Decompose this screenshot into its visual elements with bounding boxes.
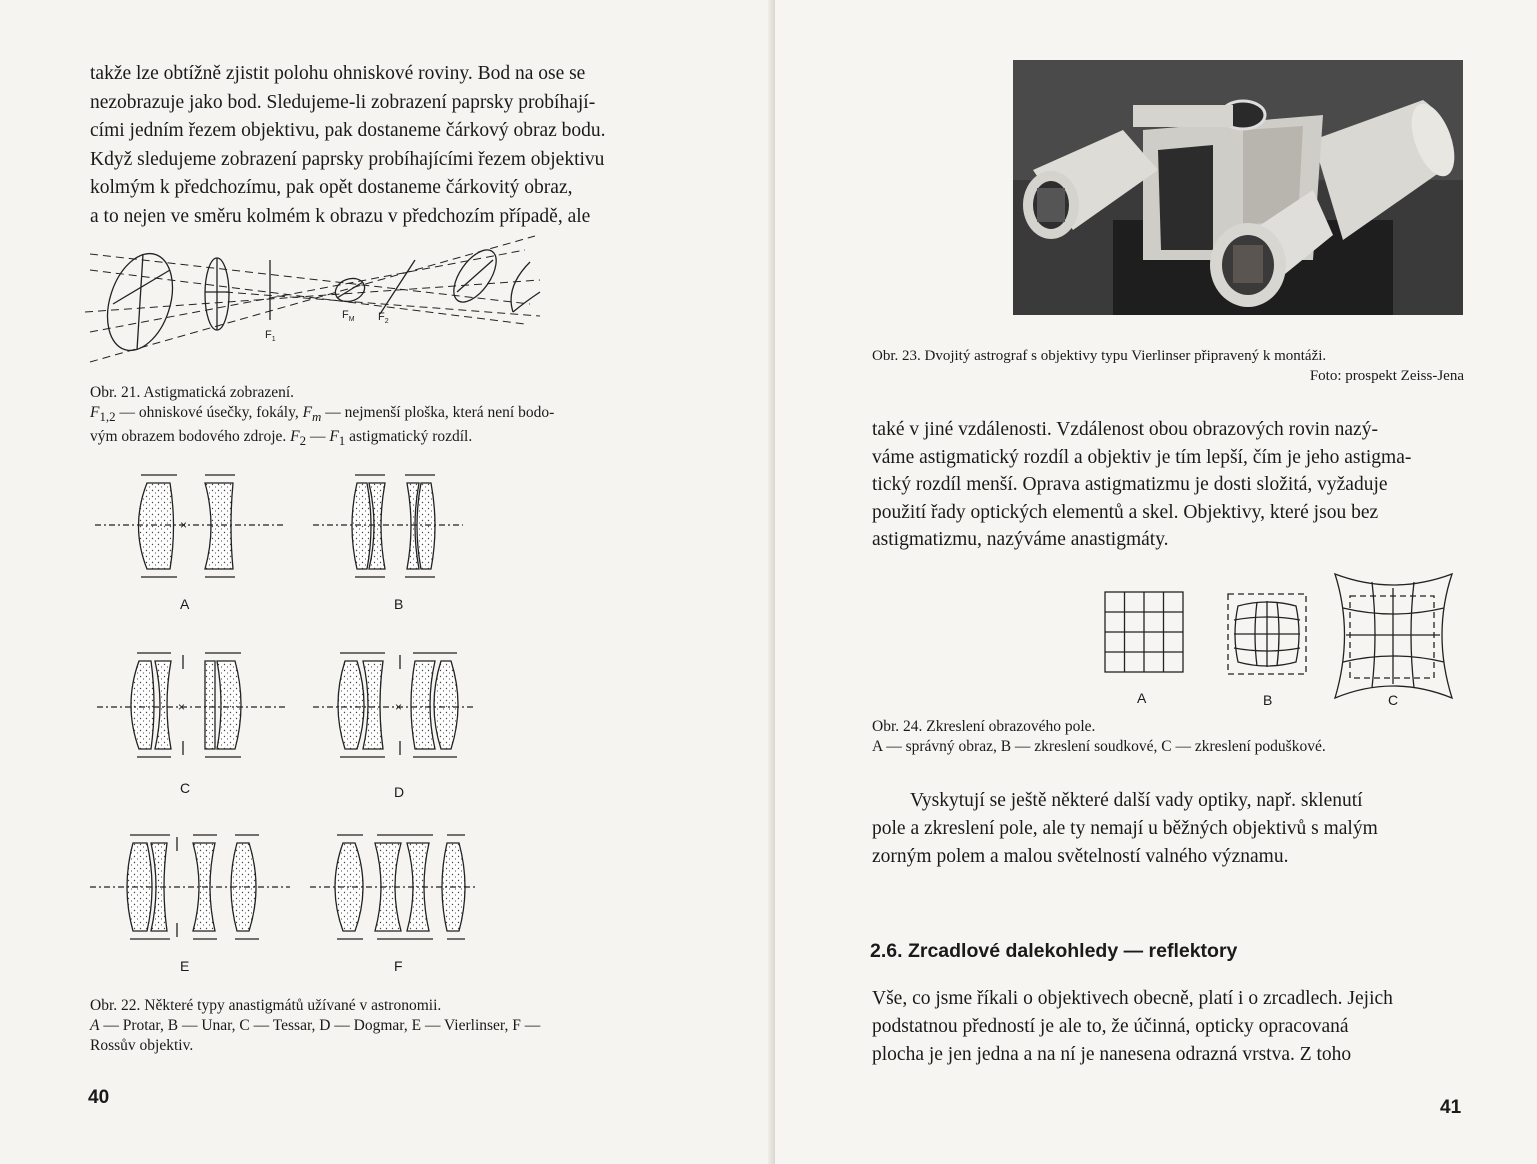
- grid-pincushion: [1335, 574, 1452, 698]
- text-line: cími jedním řezem objektivu, pak dostaneme čárkový obraz bodu.: [90, 120, 606, 141]
- fig23-caption: [872, 346, 1464, 386]
- right-paragraph-3: [872, 985, 1464, 1069]
- fig24-letter-a: A: [1137, 690, 1147, 706]
- astrograph-photo: [1013, 60, 1463, 315]
- fig24-letter-b: B: [1263, 692, 1273, 708]
- fig22-letter-f: F: [394, 958, 403, 974]
- text-line: použití řady optických elementů a skel. Objektivy, které jsou bez: [872, 501, 1379, 523]
- caption-line: vým obrazem bodového zdroje. $F_2$ — $F_1$ astigmatický rozdíl.: [90, 428, 473, 449]
- caption-line: A — Protar, B — Unar, C — Tessar, D — Dogmar, E — Vierlinser, F —: [90, 1017, 541, 1034]
- lens-group-d: [313, 653, 473, 757]
- caption-title: Obr. 24. Zkreslení obrazového pole.: [872, 718, 1096, 735]
- text-line: váme astigmatický rozdíl a objektiv je tím lepší, čím je jeho astigma-: [872, 446, 1412, 468]
- page-number-right: 41: [1440, 1097, 1462, 1118]
- fig24-letter-c: C: [1388, 692, 1399, 708]
- grid-barrel: [1228, 594, 1306, 674]
- text-line: Vyskytují se ještě některé další vady optiky, např. sklenutí: [910, 790, 1363, 811]
- caption-line: A — správný obraz, B — zkreslení soudkové, C — zkreslení poduškové.: [872, 738, 1326, 755]
- fig22-caption: [90, 996, 690, 1056]
- right-page: [775, 0, 1537, 1164]
- label-fm: $F_M$: [342, 309, 355, 323]
- text-line: podstatnou předností je ale to, že účinná, opticky opracovaná: [872, 1016, 1349, 1037]
- svg-text:×: ×: [178, 700, 186, 714]
- page-number-left: 40: [88, 1087, 110, 1108]
- text-line: také v jiné vzdálenosti. Vzdálenost obou obrazových rovin nazý-: [872, 419, 1378, 440]
- section-heading: 2.6. Zrcadlové dalekohledy — reflektory: [870, 940, 1238, 962]
- text-line: kolmým k předchozímu, pak opět dostaneme čárkovitý obraz,: [90, 177, 573, 198]
- anastigmat-lens-diagrams: [85, 465, 505, 955]
- svg-text:×: ×: [395, 700, 403, 714]
- svg-text:×: ×: [180, 518, 188, 532]
- caption-credit: Foto: prospekt Zeiss-Jena: [1309, 368, 1464, 384]
- caption-title: Obr. 21. Astigmatická zobrazení.: [90, 384, 295, 401]
- fig22-letter-a: A: [180, 596, 190, 612]
- lens-group-e: [90, 835, 290, 939]
- text-line: nezobrazuje jako bod. Sledujeme-li zobrazení paprsky probíhají-: [90, 91, 596, 113]
- text-line: Vše, co jsme říkali o objektivech obecně, platí i o zrcadlech. Jejich: [872, 988, 1393, 1009]
- label-f1: $F_1$: [265, 329, 276, 343]
- text-line: plocha je jen jedna a na ní je nanesena odrazná vrstva. Z toho: [872, 1044, 1352, 1065]
- right-paragraph-2: [872, 787, 1464, 871]
- right-paragraph-1: [872, 416, 1464, 554]
- fig22-letter-c: C: [180, 780, 191, 796]
- text-line: takže lze obtížně zjistit polohu ohniskové roviny. Bod na ose se: [90, 63, 586, 84]
- text-line: tický rozdíl menší. Oprava astigmatizmu je dosti složitá, vyžaduje: [872, 474, 1388, 495]
- text-line: a to nejen ve směru kolmém k obrazu v předchozím případě, ale: [90, 205, 591, 227]
- fig22-letter-e: E: [180, 958, 190, 974]
- grid-correct: [1105, 592, 1183, 672]
- fig22-letter-b: B: [394, 596, 404, 612]
- caption-line: Obr. 23. Dvojitý astrograf s objektivy typu Vierlinser připravený k montáži.: [872, 348, 1327, 364]
- caption-title: Obr. 22. Některé typy anastigmátů užívané v astronomii.: [90, 997, 442, 1014]
- text-line: pole a zkreslení pole, ale ty nemají u běžných objektivů s malým: [872, 818, 1378, 839]
- lens-group-c: [97, 653, 285, 757]
- fig24-caption: [872, 717, 1472, 757]
- text-line: zorným polem a malou světelností valného významu.: [872, 846, 1289, 867]
- fig21-caption: [90, 383, 690, 451]
- distortion-grids: [1100, 568, 1465, 708]
- lens-group-f: [310, 835, 477, 939]
- lens-group-a: [95, 475, 283, 577]
- text-line: astigmatizmu, nazýváme anastigmáty.: [872, 529, 1169, 550]
- astigmatism-diagram: [85, 232, 545, 367]
- label-f2: $F_2$: [378, 311, 389, 325]
- caption-line: Rossův objektiv.: [90, 1037, 194, 1054]
- left-intro-paragraph: [90, 60, 686, 231]
- caption-line: $F_{1,2}$ — ohniskové úsečky, fokály, $F_m$ — nejmenší ploška, která není bodo-: [90, 404, 555, 425]
- fig22-letter-d: D: [394, 784, 405, 800]
- lens-group-b: [313, 475, 463, 577]
- text-line: Když sledujeme zobrazení paprsky probíhajícími řezem objektivu: [90, 148, 605, 170]
